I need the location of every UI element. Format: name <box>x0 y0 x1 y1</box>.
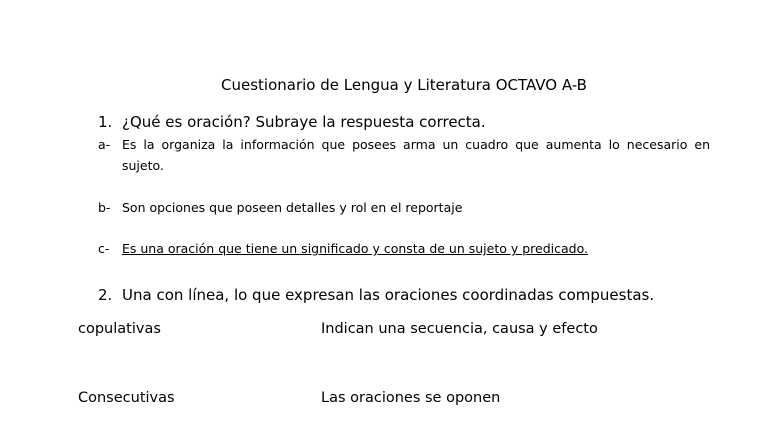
option-c <box>98 238 710 259</box>
match-right-1: Indican una secuencia, causa y efecto <box>321 321 598 337</box>
match-right-2: Las oraciones se oponen <box>321 390 501 406</box>
option-c-letter: c- <box>98 241 110 256</box>
question-2-number: 2. <box>98 286 113 304</box>
option-b <box>98 197 710 218</box>
match-left-1: copulativas <box>78 321 161 337</box>
question-2 <box>98 286 654 304</box>
option-a <box>98 134 710 176</box>
option-a-letter: a- <box>98 137 111 152</box>
question-1-number: 1. <box>98 113 113 131</box>
option-a-text: Es la organiza la información que posees arma un cuadro que aumenta lo necesario en sujeto. <box>122 137 710 173</box>
option-c-text: Es una oración que tiene un significado y consta de un sujeto y predicado. <box>122 241 588 256</box>
option-b-text: Son opciones que poseen detalles y rol en el reportaje <box>122 200 463 215</box>
question-1-text: ¿Qué es oración? Subraye la respuesta correcta. <box>122 113 486 131</box>
question-1 <box>98 113 486 131</box>
document-title: Cuestionario de Lengua y Literatura OCTAVO A-B <box>221 76 587 94</box>
match-left-2: Consecutivas <box>78 390 175 406</box>
option-b-letter: b- <box>98 200 111 215</box>
question-2-text: Una con línea, lo que expresan las oraciones coordinadas compuestas. <box>122 286 655 304</box>
